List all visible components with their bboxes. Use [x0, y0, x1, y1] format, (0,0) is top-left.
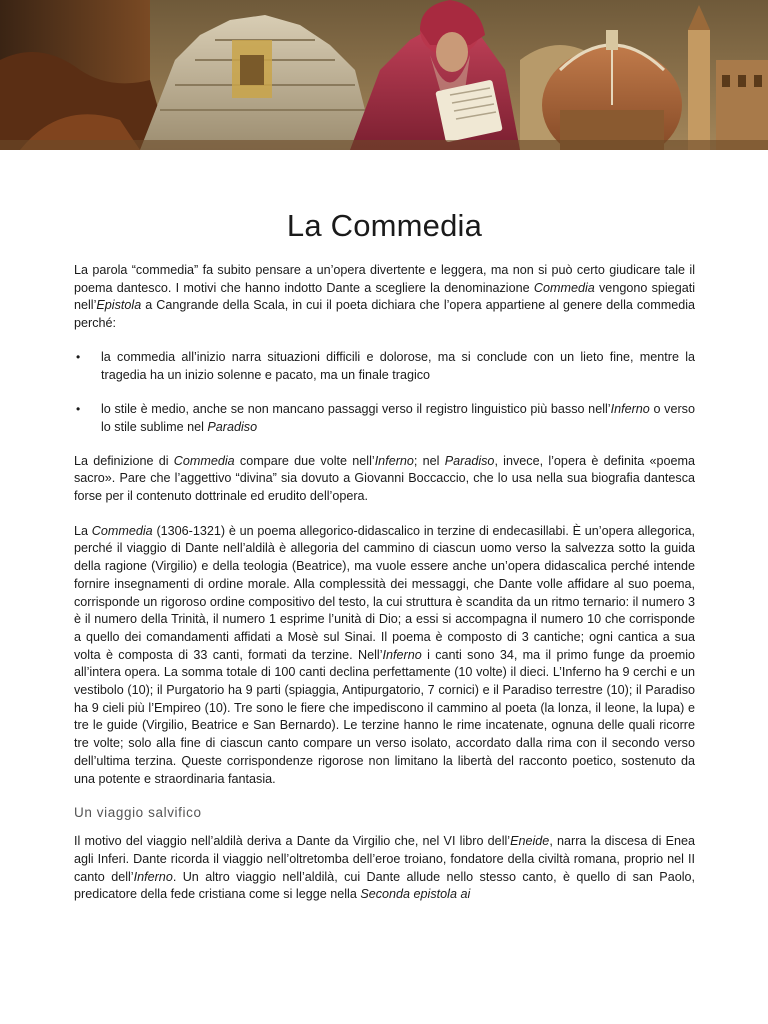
list-item: • la commedia all’inizio narra situazioni difficili e dolorose, ma si conclude con un lieto fine, mentre la tragedia ha un inizio solenne e pacato, ma un finale tragico — [76, 349, 695, 382]
section-heading: Un viaggio salvifico — [74, 805, 202, 821]
structure-paragraph: La Commedia (1306-1321) è un poema allegorico-didascalico in terzine di endecasillabi. È un’opera allegorica, perché il viaggio di Dante nell’aldilà è allegoria del cammino di ciascun uomo verso la salvezza sotto la guida della ragione (Virgilio) e della teologia (Beatrice), ma vuole essere anche un’opera didascalica perché intende fornire insegnamenti di ordine morale. Alla complessità dei messaggi, che Dante volle affidare al suo poema, corrisponde un rigoroso ordine compositivo del testo, la cui struttura è scandita da un ritmo ternario: il numero 3 è il numero della Trinità, il numero 1 esprime l’unità di Dio; a essi si accompagna il numero 10 che corrisponde a quello dei comandamenti affidati a Mosè sul Sinai. Il poema è composto di 3 cantiche; ogni cantica a sua volta è composta di 33 canti, formati da terzine. Nell’Inferno i canti sono 34, ma il primo funge da proemio all’intera opera. La somma totale di 100 canti declina perfettamente (10 volte) il dieci. L’Inferno ha 9 cerchi e un vestibolo (10); il Purgatorio ha 9 parti (spiaggia, Antipurgatorio, 7 cornici) e il Paradiso terrestre (10); il Paradiso ha 9 cieli più l’Empireo (10). Tre sono le fiere che impediscono il cammino al poeta (la lonza, il leone, la lupa) e tre le guide (Virgilio, Beatrice e San Bernardo). Le terzine hanno le rime incatenate, ognuna delle quali ricorre tre volte; solo alla fine di ciascun canto compare un verso isolato, accordato dalla rima con il secondo verso dell’ultima terzina. Queste corrispondenze rigorose non limitano la libertà del racconto poetico, sostenuto da una potente e straordinaria fantasia. — [74, 523, 695, 786]
document-body — [74, 150, 695, 904]
intro-paragraph: La parola “commedia” fa subito pensare a un’opera divertente e leggera, ma non si può certo giudicare tale il poema dantesco. I motivi che hanno indotto Dante a scegliere la denominazione Commedia vengono spiegati nell’Epistola a Cangrande della Scala, in cui il poeta dichiara che l’opera appartiene al genere della commedia perché: — [74, 263, 695, 331]
bullet-icon: • — [76, 349, 81, 364]
reasons-list — [74, 349, 695, 437]
page-title: La Commedia — [286, 208, 483, 243]
bullet-icon: • — [76, 402, 81, 417]
journey-paragraph: Il motivo del viaggio nell’aldilà deriva a Dante da Virgilio che, nel VI libro dell’Eneide, narra la discesa di Enea agli Inferi. Dante ricorda il viaggio nell’oltretomba dell’eroe troiano, fondatore della civiltà romana, proprio nel II canto dell’Inferno. Un altro viaggio nell’aldilà, cui Dante allude nello stesso canto, è quello di san Paolo, predicatore della fede cristiana come si legge nella Seconda epistola ai — [74, 834, 696, 902]
list-item: • lo stile è medio, anche se non mancano passaggi verso il registro linguistico più basso nell’Inferno o verso lo stile sublime nel Paradiso — [76, 402, 695, 434]
header-painting-image — [0, 0, 768, 150]
definition-paragraph: La definizione di Commedia compare due volte nell’Inferno; nel Paradiso, invece, l’opera è definita «poema sacro». Pare che l’aggettivo “divina” sia dovuto a Giovanni Boccaccio, che lo usa nella sua biografia dantesca forse per il contenuto dottrinale ed erudito dell’opera. — [74, 453, 696, 504]
